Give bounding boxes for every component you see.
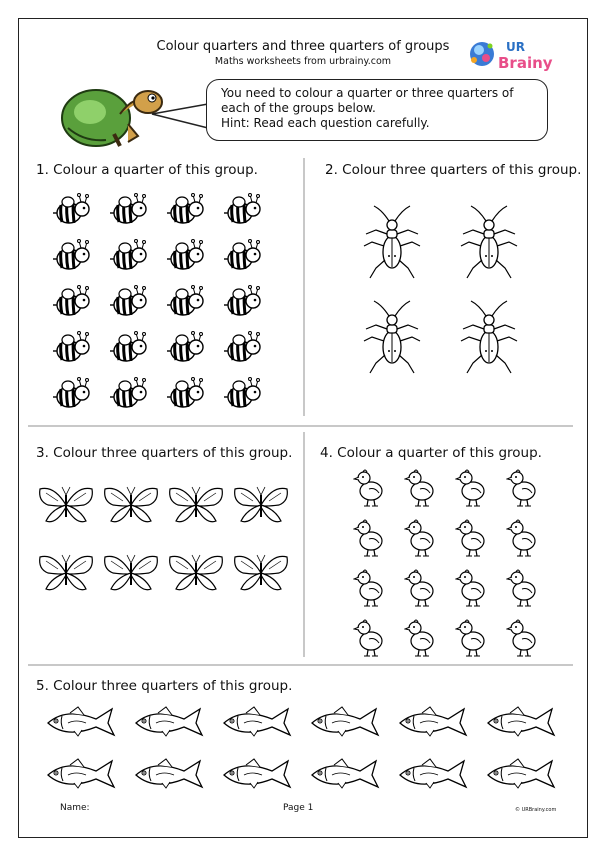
chick-icon — [455, 617, 489, 657]
bee-icon — [166, 192, 206, 226]
fish-icon — [132, 757, 206, 791]
fish-icon — [44, 757, 118, 791]
bee-icon — [223, 238, 263, 272]
beetle-icon — [362, 295, 422, 375]
chick-icon — [404, 517, 438, 557]
bee-icon — [223, 330, 263, 364]
bee-icon — [109, 284, 149, 318]
butterfly-icon — [101, 551, 161, 595]
name-label: Name: — [60, 803, 90, 813]
divider-horizontal-1 — [28, 425, 573, 427]
fish-icon — [484, 705, 558, 739]
question-4: 4. Colour a quarter of this group. — [320, 445, 542, 461]
chick-icon — [455, 517, 489, 557]
butterfly-icon — [36, 551, 96, 595]
instruction-line-1: You need to colour a quarter or three quarters of — [221, 86, 514, 100]
fish-icon — [308, 757, 382, 791]
fish-icon — [484, 757, 558, 791]
bee-icon — [166, 284, 206, 318]
logo-text-top: UR — [506, 40, 525, 54]
beetle-icon — [459, 295, 519, 375]
chick-icon — [353, 467, 387, 507]
bee-icon — [166, 238, 206, 272]
chick-icon — [353, 517, 387, 557]
chick-icon — [404, 617, 438, 657]
chick-icon — [404, 467, 438, 507]
bee-icon — [166, 330, 206, 364]
bee-icon — [109, 238, 149, 272]
bee-icon — [223, 376, 263, 410]
chick-icon — [506, 617, 540, 657]
butterfly-icon — [231, 551, 291, 595]
speech-bubble-tail — [150, 102, 210, 132]
fish-icon — [132, 705, 206, 739]
butterfly-icon — [231, 483, 291, 527]
bee-icon — [52, 376, 92, 410]
fish-icon — [220, 757, 294, 791]
chick-icon — [353, 617, 387, 657]
logo-text-bottom: Brainy — [498, 54, 553, 72]
bee-icon — [52, 330, 92, 364]
fish-icon — [396, 757, 470, 791]
divider-horizontal-2 — [28, 664, 573, 666]
chick-icon — [455, 467, 489, 507]
butterfly-icon — [36, 483, 96, 527]
copyright: © URBrainy.com — [515, 807, 557, 813]
globe-logo — [468, 34, 568, 74]
chick-icon — [404, 567, 438, 607]
fish-icon — [308, 705, 382, 739]
question-3: 3. Colour three quarters of this group. — [36, 445, 293, 461]
chick-icon — [455, 567, 489, 607]
bee-icon — [52, 284, 92, 318]
beetle-icon — [459, 200, 519, 280]
page-number: Page 1 — [283, 803, 314, 813]
fish-icon — [220, 705, 294, 739]
bee-icon — [166, 376, 206, 410]
question-2: 2. Colour three quarters of this group. — [325, 162, 582, 178]
worksheet-title: Colour quarters and three quarters of groups — [156, 39, 450, 54]
question-1: 1. Colour a quarter of this group. — [36, 162, 258, 178]
chick-icon — [506, 567, 540, 607]
worksheet-subtitle: Maths worksheets from urbrainy.com — [214, 56, 392, 67]
bee-icon — [223, 192, 263, 226]
instruction-line-2: each of the groups below. — [221, 101, 376, 115]
divider-vertical-top — [303, 158, 305, 416]
divider-vertical-mid — [303, 432, 305, 657]
chick-icon — [353, 567, 387, 607]
instructions-speech-bubble — [206, 79, 548, 141]
butterfly-icon — [166, 551, 226, 595]
bee-icon — [109, 376, 149, 410]
instruction-line-3: Hint: Read each question carefully. — [221, 116, 430, 130]
butterfly-icon — [166, 483, 226, 527]
fish-icon — [396, 705, 470, 739]
bee-icon — [52, 238, 92, 272]
fish-icon — [44, 705, 118, 739]
bee-icon — [109, 192, 149, 226]
question-5: 5. Colour three quarters of this group. — [36, 678, 293, 694]
beetle-icon — [362, 200, 422, 280]
bee-icon — [223, 284, 263, 318]
bee-icon — [109, 330, 149, 364]
chick-icon — [506, 517, 540, 557]
chick-icon — [506, 467, 540, 507]
bee-icon — [52, 192, 92, 226]
butterfly-icon — [101, 483, 161, 527]
